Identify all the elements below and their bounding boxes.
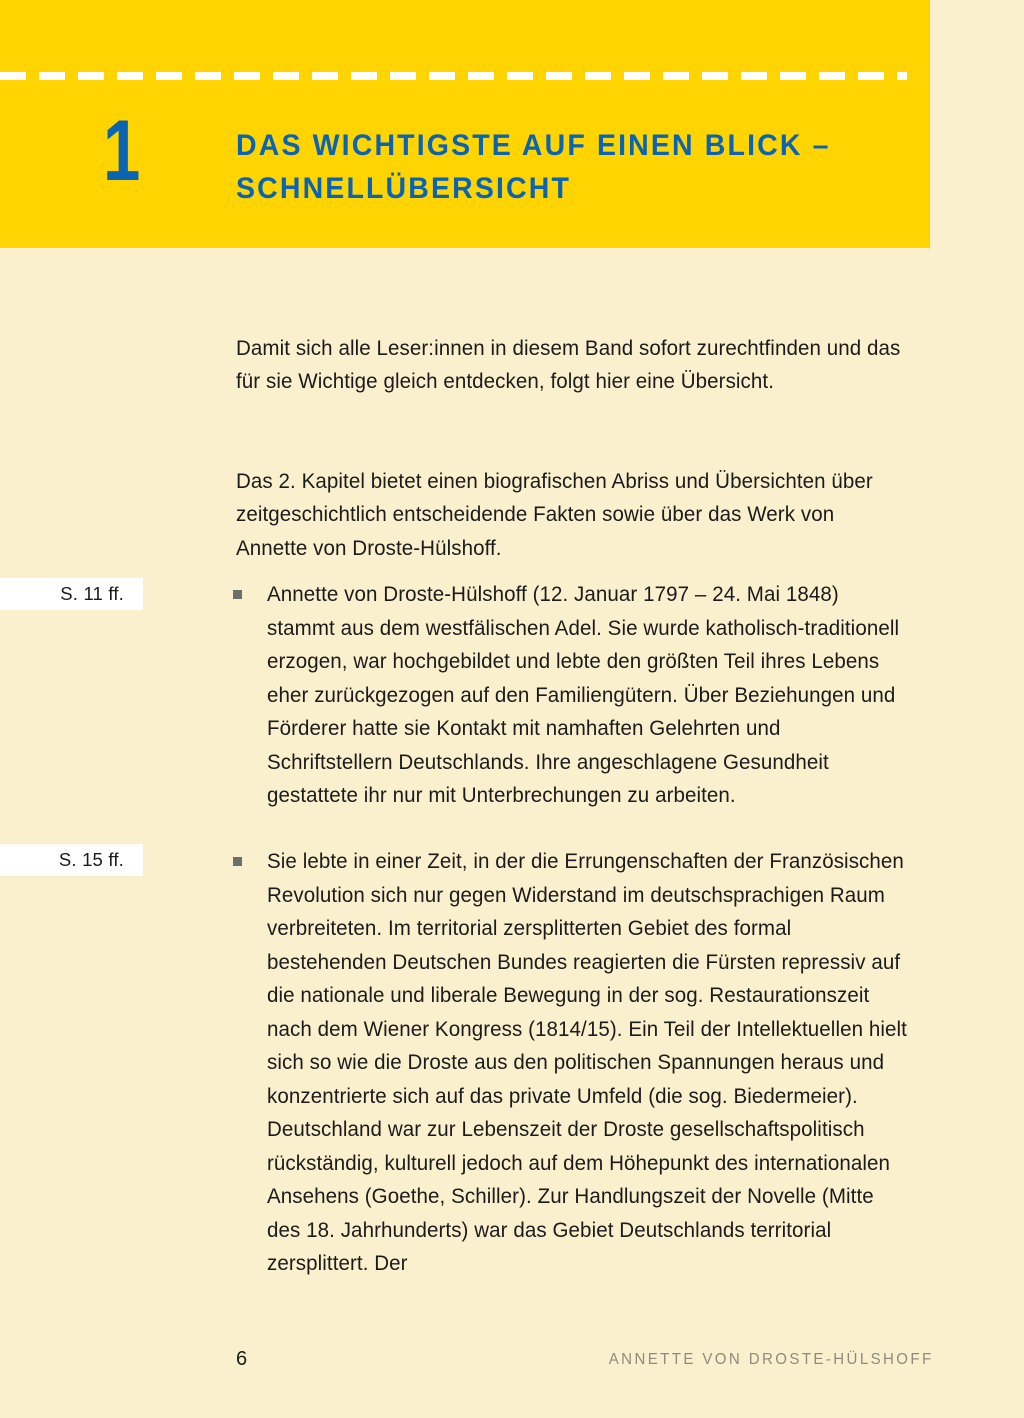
running-head: ANNETTE VON DROSTE-HÜLSHOFF <box>609 1351 934 1368</box>
intro-paragraph-2: Das 2. Kapitel bietet einen biografischen Abriss und Übersichten über zeitgeschichtlich entscheidende Fakten sowie über das Werk von Annette von Droste-Hülshoff. <box>236 468 873 560</box>
chapter-header-band <box>0 0 930 248</box>
chapter-number: 1 <box>103 103 139 199</box>
page-footer <box>0 1348 1024 1388</box>
page-number: 6 <box>236 1348 248 1370</box>
chapter-title-line-2: SCHNELLÜBERSICHT <box>236 171 572 205</box>
margin-note-label-1: S. 11 ff. <box>60 583 124 604</box>
margin-note-page-ref-1 <box>0 578 143 610</box>
margin-note-label-2: S. 15 ff. <box>58 849 124 870</box>
list-item-text: Sie lebte in einer Zeit, in der die Errungenschaften der Französischen Revolution sich nur gegen Widerstand im deutschsprachigen Raum verbreiteten. Im territorial zersplitterten Gebiet des formal bestehenden Deutschen Bundes reagierten die Fürsten repressiv auf die nationale und liberale Bewegung in der sog. Restaurationszeit nach dem Wiener Kongress (1814/15). Ein Teil der Intellektuellen hielt sich so wie die Droste aus den politischen Spannungen heraus und konzentrierte sich auf das private Umfeld (die sog. Biedermeier). Deutschland war zur Lebenszeit der Droste gesellschaftspolitisch rückständig, kulturell jedoch auf dem Höhepunkt des internationalen Ansehens (Goethe, Schiller). Zur Handlungszeit der Novelle (Mitte des 18. Jahrhunderts) war das Gebiet Deutschlands territorial zersplittert. Der <box>267 849 907 1275</box>
square-bullet-icon <box>233 590 242 599</box>
margin-note-page-ref-2 <box>0 844 143 876</box>
list-item-text: Annette von Droste-Hülshoff (12. Januar 1797 – 24. Mai 1848) stammt aus dem westfälischen Adel. Sie wurde katholisch-traditionell erzogen, war hochgebildet und lebte den größten Teil ihres Lebens eher zurückgezogen auf den Familiengütern. Über Beziehungen und Förderer hatte sie Kontakt mit namhaften Gelehrten und Schriftstellern Deutschlands. Ihre angeschlagene Gesundheit gestattete ihr nur mit Unterbrechungen zu arbeiten. <box>267 582 900 807</box>
intro-paragraph-1: Damit sich alle Leser:innen in diesem Band sofort zurechtfinden und das für sie Wichtige gleich entdecken, folgt hier eine Übersicht. <box>236 335 901 393</box>
dashed-rule-divider <box>0 72 907 80</box>
chapter-title <box>236 125 882 210</box>
chapter-title-line-1: DAS WICHTIGSTE AUF EINEN BLICK – <box>236 129 831 162</box>
square-bullet-icon <box>233 857 242 866</box>
list-item <box>233 845 939 1281</box>
list-item <box>233 578 939 813</box>
